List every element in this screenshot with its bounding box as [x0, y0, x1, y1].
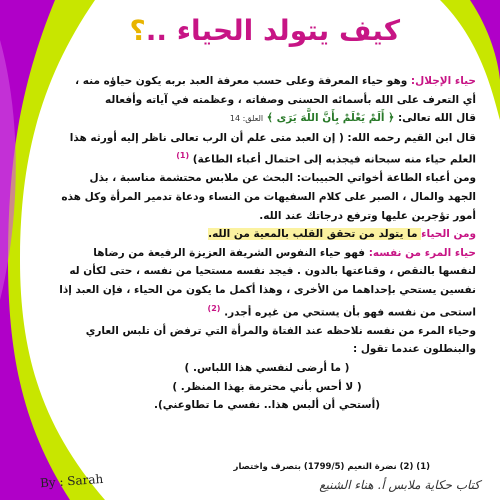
book-credit: كتاب حكاية ملابس أ. هناء الشنيع: [319, 478, 480, 492]
question-mark: ؟: [129, 14, 146, 47]
paragraph: قال ابن القيم رحمه الله: ( إن العبد متى علم أن الرب تعالى ناظر إليه أورثه هذا العلم حياء منه سبحانه فيجذبه إلى احتمال أعباء الطاعة) $^{(1)}$: [69, 131, 476, 166]
quote-line: ( ما أرضى لنفسي هذا اللباس. ): [184, 361, 350, 374]
paragraph: ومن أعباء الطاعة أخواتي الحبيبات: البحث عن ملابس محتشمة مناسبة ، بذل الجهد والمال ، الصبر على كلام السفيهات من النساء ودعاة تدمير المرأة وكل هذه أمور تؤجرين عليها وترفع درجاتك عند الله.: [61, 172, 476, 222]
footnote-marker: (2): [207, 303, 221, 313]
page-title: كيف يتولد الحياء ..؟: [129, 14, 400, 47]
paragraph: حياء المرء من نفسه: فهو حياء النفوس الشريفة العزيزة الرفيعة من رضاها لنفسها بالنقص ، وقناعتها بالدون . فيجد نفسه مستحيا من نفسه ، حتى لكأن له نفسين يستحي بإحداهما من الأخرى ، وهذا أكمل ما يكون من الحياء ، فإن العبد إذا استحى من نفسه فهو بأن يستحي من غيره أجدر. $^{(2)}$: [59, 246, 476, 319]
paragraph: قال الله تعالى: ﴿ أَلَمْ يَعْلَمْ بِأَنَّ اللَّهَ يَرَى ﴾ العلق: 14: [229, 112, 476, 125]
signature: By : Sarah: [39, 471, 104, 491]
verse-reference: العلق: 14: [229, 114, 264, 124]
footnote-marker: (1): [176, 151, 190, 161]
paragraph: أي التعرف على الله بأسمائه الحسنى وصفاته ، وعظمته في آياته وأفعاله: [105, 93, 476, 106]
quote-line: ( لا أحس بأني محترمة بهذا المنظر. ): [172, 380, 362, 393]
paragraph: ومن الحياء ما يتولد من تحقق القلب بالمعية من الله.: [208, 228, 476, 241]
quran-verse: ﴿ أَلَمْ يَعْلَمْ بِأَنَّ اللَّهَ يَرَى ﴾: [266, 112, 395, 125]
article-body: [58, 72, 476, 415]
quote-line: (أستحي أن ألبس هذا.. نفسي ما تطاوعني).: [153, 399, 381, 412]
paragraph: حياء الإجلال: وهو حياء المعرفة وعلى حسب معرفة العبد بربه يكون حياؤه منه ،: [75, 75, 476, 87]
footnote: (1) (2) نضرة النعيم (1799/5) بتصرف واختصار: [233, 462, 430, 472]
paragraph: وحياء المرء من نفسه نلاحظه عند الفتاة والمرأة التي ترفض أن تلبس العاري والبنطلون عندما تقول :: [85, 324, 476, 356]
